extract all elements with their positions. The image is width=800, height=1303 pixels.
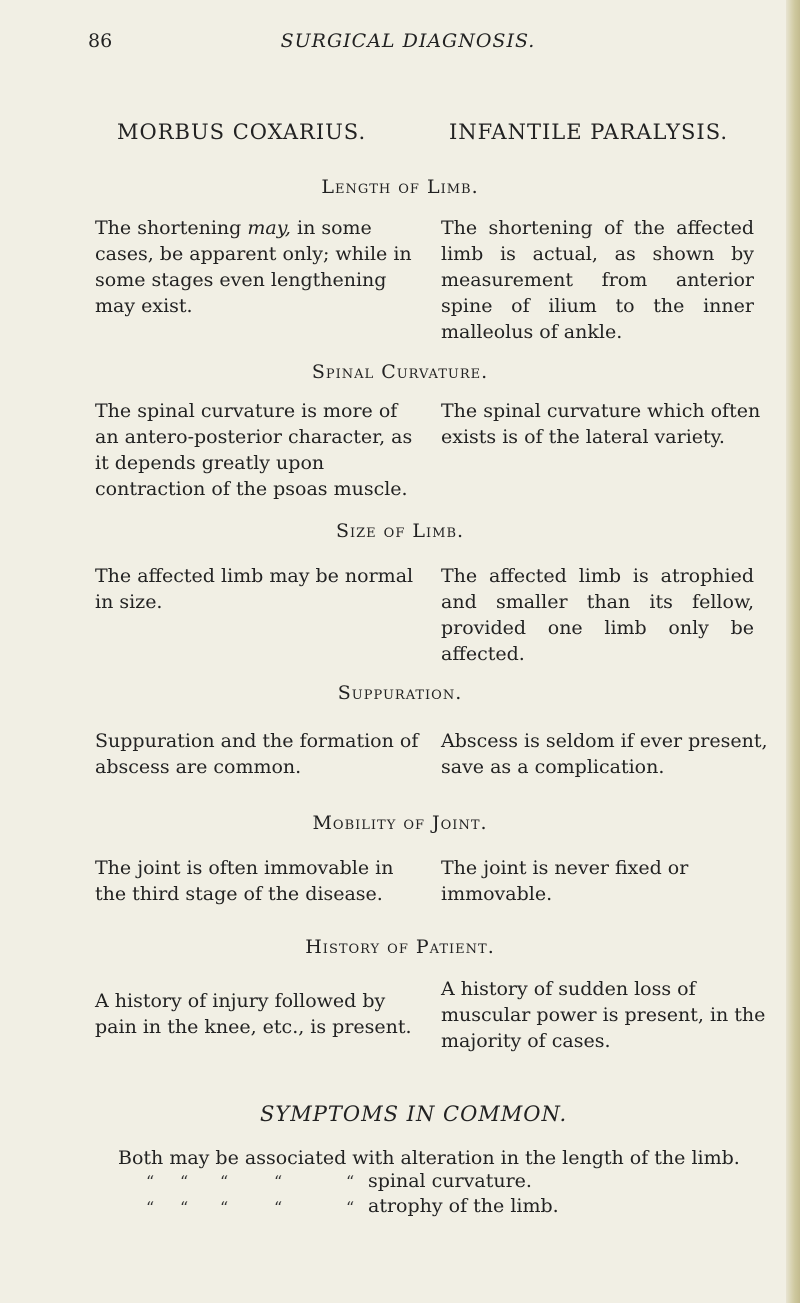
page-header <box>88 30 728 60</box>
suppuration-right-text: Abscess is seldom if ever present, save as a complication. <box>441 730 768 778</box>
length-right-text: The shortening of the affected limb is actual, as shown by measurement from anterior spine of ilium to the inner malleolus of ankle. <box>441 217 754 343</box>
common-line-atrophy: atrophy of the limb. <box>368 1195 559 1217</box>
ditto-mark: “ <box>146 1198 155 1217</box>
size-left-text: The affected limb may be normal in size. <box>95 565 414 613</box>
page-number: 86 <box>88 30 113 52</box>
section-title-mobility-of-joint: Mobility of Joint. <box>312 812 488 834</box>
section-title-history-of-patient: History of Patient. <box>305 936 495 958</box>
section-title-spinal-curvature: Spinal Curvature. <box>311 361 489 383</box>
symptoms-in-common-heading: SYMPTOMS IN COMMON. <box>260 1102 568 1126</box>
history-right-text: A history of sudden loss of muscular power is present, in the majority of cases. <box>441 978 766 1052</box>
ditto-mark: “ <box>146 1172 155 1191</box>
running-title: SURGICAL DIAGNOSIS. <box>280 30 536 52</box>
spinal-left-text: The spinal curvature is more of an antero-posterior character, as it depends greatly upon contraction of the psoas muscle. <box>95 400 413 500</box>
ditto-mark: “ <box>274 1172 283 1191</box>
section-title-suppuration: Suppuration. <box>337 682 463 704</box>
ditto-mark: “ <box>180 1198 189 1217</box>
column-heading-morbus-coxarius: MORBUS COXARIUS. <box>117 120 367 144</box>
section-title-size-of-limb: Size of Limb. <box>335 520 465 542</box>
mobility-right-text: The joint is never fixed or immovable. <box>441 857 689 905</box>
column-heading-infantile-paralysis: INFANTILE PARALYSIS. <box>449 120 729 144</box>
size-right-text: The affected limb is atrophied and smaller than its fellow, provided one limb only be affected. <box>441 565 754 665</box>
spinal-right-text: The spinal curvature which often exists is of the lateral variety. <box>441 400 761 448</box>
common-line-spinal-curvature: spinal curvature. <box>368 1170 532 1192</box>
ditto-mark: “ <box>220 1198 229 1217</box>
history-left-text: A history of injury followed by pain in the knee, etc., is present. <box>95 990 412 1038</box>
common-line-length: Both may be associated with alteration in the length of the limb. <box>118 1147 740 1169</box>
ditto-mark: “ <box>346 1172 355 1191</box>
ditto-mark: “ <box>346 1198 355 1217</box>
length-left-text: The shortening may, in some cases, be apparent only; while in some stages even lengthening may exist. <box>95 217 412 317</box>
ditto-mark: “ <box>220 1172 229 1191</box>
suppuration-left-text: Suppuration and the formation of abscess are common. <box>95 730 419 778</box>
section-title-length-of-limb: Length of Limb. <box>321 176 479 198</box>
mobility-left-text: The joint is often immovable in the third stage of the disease. <box>95 857 394 905</box>
ditto-mark: “ <box>274 1198 283 1217</box>
ditto-mark: “ <box>180 1172 189 1191</box>
